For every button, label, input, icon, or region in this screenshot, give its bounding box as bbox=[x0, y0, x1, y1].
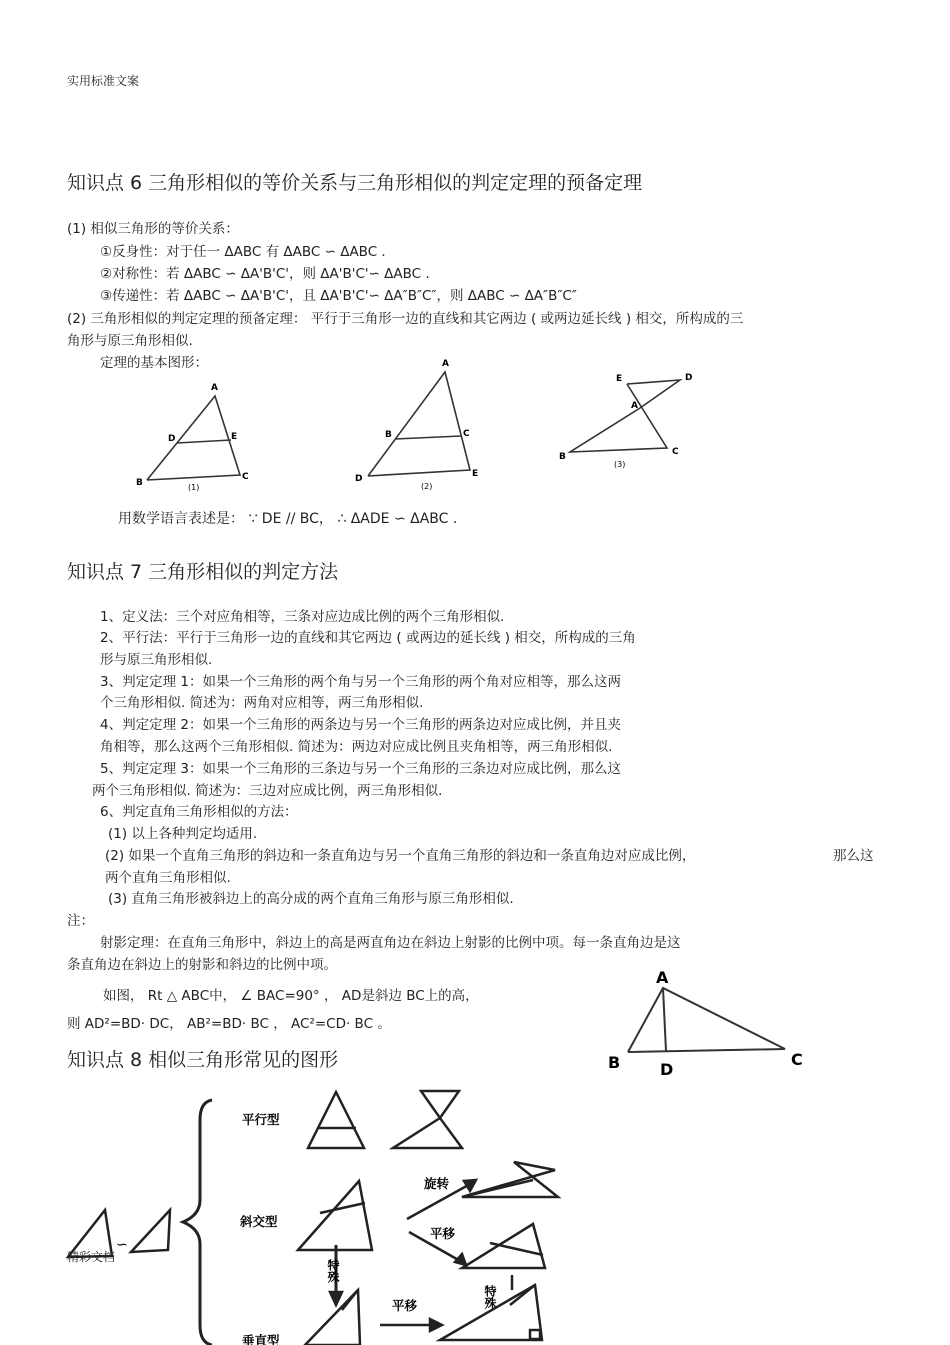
sec7-l2a: 2、平行法：平行于三角形一边的直线和其它两边 ( 或两边的延长线 ) 相交，所构成的三角 bbox=[100, 630, 636, 646]
sec7-l6a: (1) 以上各种判定均适用. bbox=[108, 826, 258, 842]
sec6-p1: (1) 相似三角形的等价关系： bbox=[67, 221, 239, 237]
sec7-l4a: 4、判定定理 2：如果一个三角形的两条边与另一个三角形的两条边对应成比例，并且夹 bbox=[100, 717, 621, 733]
sec7-l4b: 角相等，那么这两个三角形相似. 简述为：两边对应成比例且夹角相等，两三角形相似. bbox=[100, 739, 613, 755]
sec7-figure-text-2: 则 AD²=BD· DC， AB²=BD· BC ， AC²=CD· BC 。 bbox=[67, 1016, 391, 1032]
fig1-label-A: A bbox=[211, 383, 218, 393]
oblique-fig bbox=[298, 1181, 372, 1250]
fig2-label-E: E bbox=[472, 469, 479, 479]
sec7-l6b1: (2) 如果一个直角三角形的斜边和一条直角边与另一个直角三角形的斜边和一条直角边对应成比例， bbox=[105, 848, 696, 864]
sec7-l6: 6、判定直角三角形相似的方法： bbox=[100, 804, 298, 820]
sec7-l6c: (3) 直角三角形被斜边上的高分成的两个直角三角形与原三角形相似. bbox=[108, 891, 514, 907]
sec6-symmetric: ②对称性：若 ΔABC ∽ ΔA'B'C'，则 ΔA'B'C'∽ ΔABC . bbox=[100, 266, 430, 282]
sec7-l5b: 两个三角形相似. 简述为：三边对应成比例，两三角形相似. bbox=[92, 783, 443, 799]
sec7-l5a: 5、判定定理 3：如果一个三角形的三条边与另一个三角形的三条边对应成比例，那么这 bbox=[100, 761, 621, 777]
fig3-label-A: A bbox=[631, 401, 638, 411]
special-label-1: 特殊 bbox=[326, 1259, 340, 1283]
fig2-label-B: B bbox=[385, 430, 392, 440]
translate-label-1: 平移 bbox=[430, 1226, 456, 1241]
fig3-caption: (3) bbox=[614, 460, 626, 469]
sec7-l6b2: 两个直角三角形相似. bbox=[105, 870, 231, 886]
fig2-label-A: A bbox=[442, 359, 449, 369]
sec7-l3b: 个三角形相似. 简述为：两角对应相等，两三角形相似. bbox=[100, 695, 424, 711]
fig3-label-C: C bbox=[672, 447, 679, 457]
sec7-projection-2: 条直角边在斜边上的射影和斜边的比例中项。 bbox=[67, 957, 337, 973]
fig1-caption: (1) bbox=[188, 483, 200, 492]
sec7-l6b1-right: 那么这 bbox=[833, 848, 874, 864]
sec7-l1: 1、定义法：三个对应角相等，三条对应边成比例的两个三角形相似. bbox=[100, 609, 505, 625]
page-footer: 精彩文档 bbox=[67, 1250, 116, 1264]
rt-label-D: D bbox=[660, 1060, 674, 1079]
rt-label-C: C bbox=[791, 1050, 803, 1069]
sec6-transitive: ③传递性：若 ΔABC ∽ ΔA'B'C'，且 ΔA'B'C'∽ ΔA″B″C″，则 ΔABC ∽ ΔA″B″C″ bbox=[100, 288, 577, 304]
fig1-label-D: D bbox=[168, 434, 176, 444]
parallel-fig-1 bbox=[308, 1092, 364, 1148]
perpendicular-type-label: 垂直型 bbox=[242, 1333, 280, 1345]
fig1-label-E: E bbox=[231, 432, 238, 442]
section7-title: 知识点 7 三角形相似的判定方法 bbox=[67, 561, 339, 583]
rotate-label: 旋转 bbox=[424, 1176, 450, 1191]
sec6-reflexive: ①反身性：对于任一 ΔABC 有 ΔABC ∽ ΔABC . bbox=[100, 244, 386, 260]
brace bbox=[183, 1100, 212, 1345]
sec7-projection-1: 射影定理：在直角三角形中，斜边上的高是两直角边在斜边上射影的比例中项。每一条直角边是这 bbox=[100, 935, 681, 951]
sec7-figure-text-1: 如图， Rt △ ABC中， ∠ BAC=90° ， AD是斜边 BC上的高， bbox=[103, 988, 479, 1004]
parallel-fig-2-top bbox=[421, 1091, 459, 1118]
sec7-l3a: 3、判定定理 1：如果一个三角形的两个角与另一个三角形的两个角对应相等，那么这两 bbox=[100, 674, 621, 690]
fig3-label-B: B bbox=[559, 452, 566, 462]
fig3-label-D: D bbox=[685, 373, 693, 383]
sec6-expression: 用数学语言表述是： ∵ DE // BC， ∴ ΔADE ∽ ΔABC . bbox=[118, 511, 458, 527]
section6-title: 知识点 6 三角形相似的等价关系与三角形相似的判定定理的预备定理 bbox=[67, 172, 643, 194]
sim-symbol: ∽ bbox=[116, 1237, 128, 1253]
fig2-label-C: C bbox=[463, 429, 470, 439]
page-header: 实用标准文案 bbox=[67, 74, 140, 88]
translate-label-2: 平移 bbox=[392, 1298, 418, 1313]
section8-title: 知识点 8 相似三角形常见的图形 bbox=[67, 1049, 339, 1071]
fig1-label-B: B bbox=[136, 478, 143, 488]
sec7-note: 注： bbox=[67, 913, 94, 929]
sec6-fig-label: 定理的基本图形： bbox=[100, 355, 208, 371]
sec6-p2b: 角形与原三角形相似. bbox=[67, 333, 193, 349]
fig2-label-D: D bbox=[355, 474, 363, 484]
fig1-label-C: C bbox=[242, 472, 249, 482]
rt-label-A: A bbox=[656, 968, 669, 987]
left-triangle-2 bbox=[131, 1210, 170, 1252]
rt-label-B: B bbox=[608, 1053, 621, 1072]
special-label-2: 特殊 bbox=[483, 1285, 497, 1309]
fig2-caption: (2) bbox=[421, 482, 433, 491]
fig3-label-E: E bbox=[616, 374, 623, 384]
sec7-l2b: 形与原三角形相似. bbox=[100, 652, 213, 668]
oblique-type-label: 斜交型 bbox=[240, 1214, 278, 1229]
parallel-type-label: 平行型 bbox=[242, 1112, 280, 1127]
sec6-p2a: (2) 三角形相似的判定定理的预备定理： 平行于三角形一边的直线和其它两边 ( 或两边延长线 ) 相交，所构成的三 bbox=[67, 311, 744, 327]
